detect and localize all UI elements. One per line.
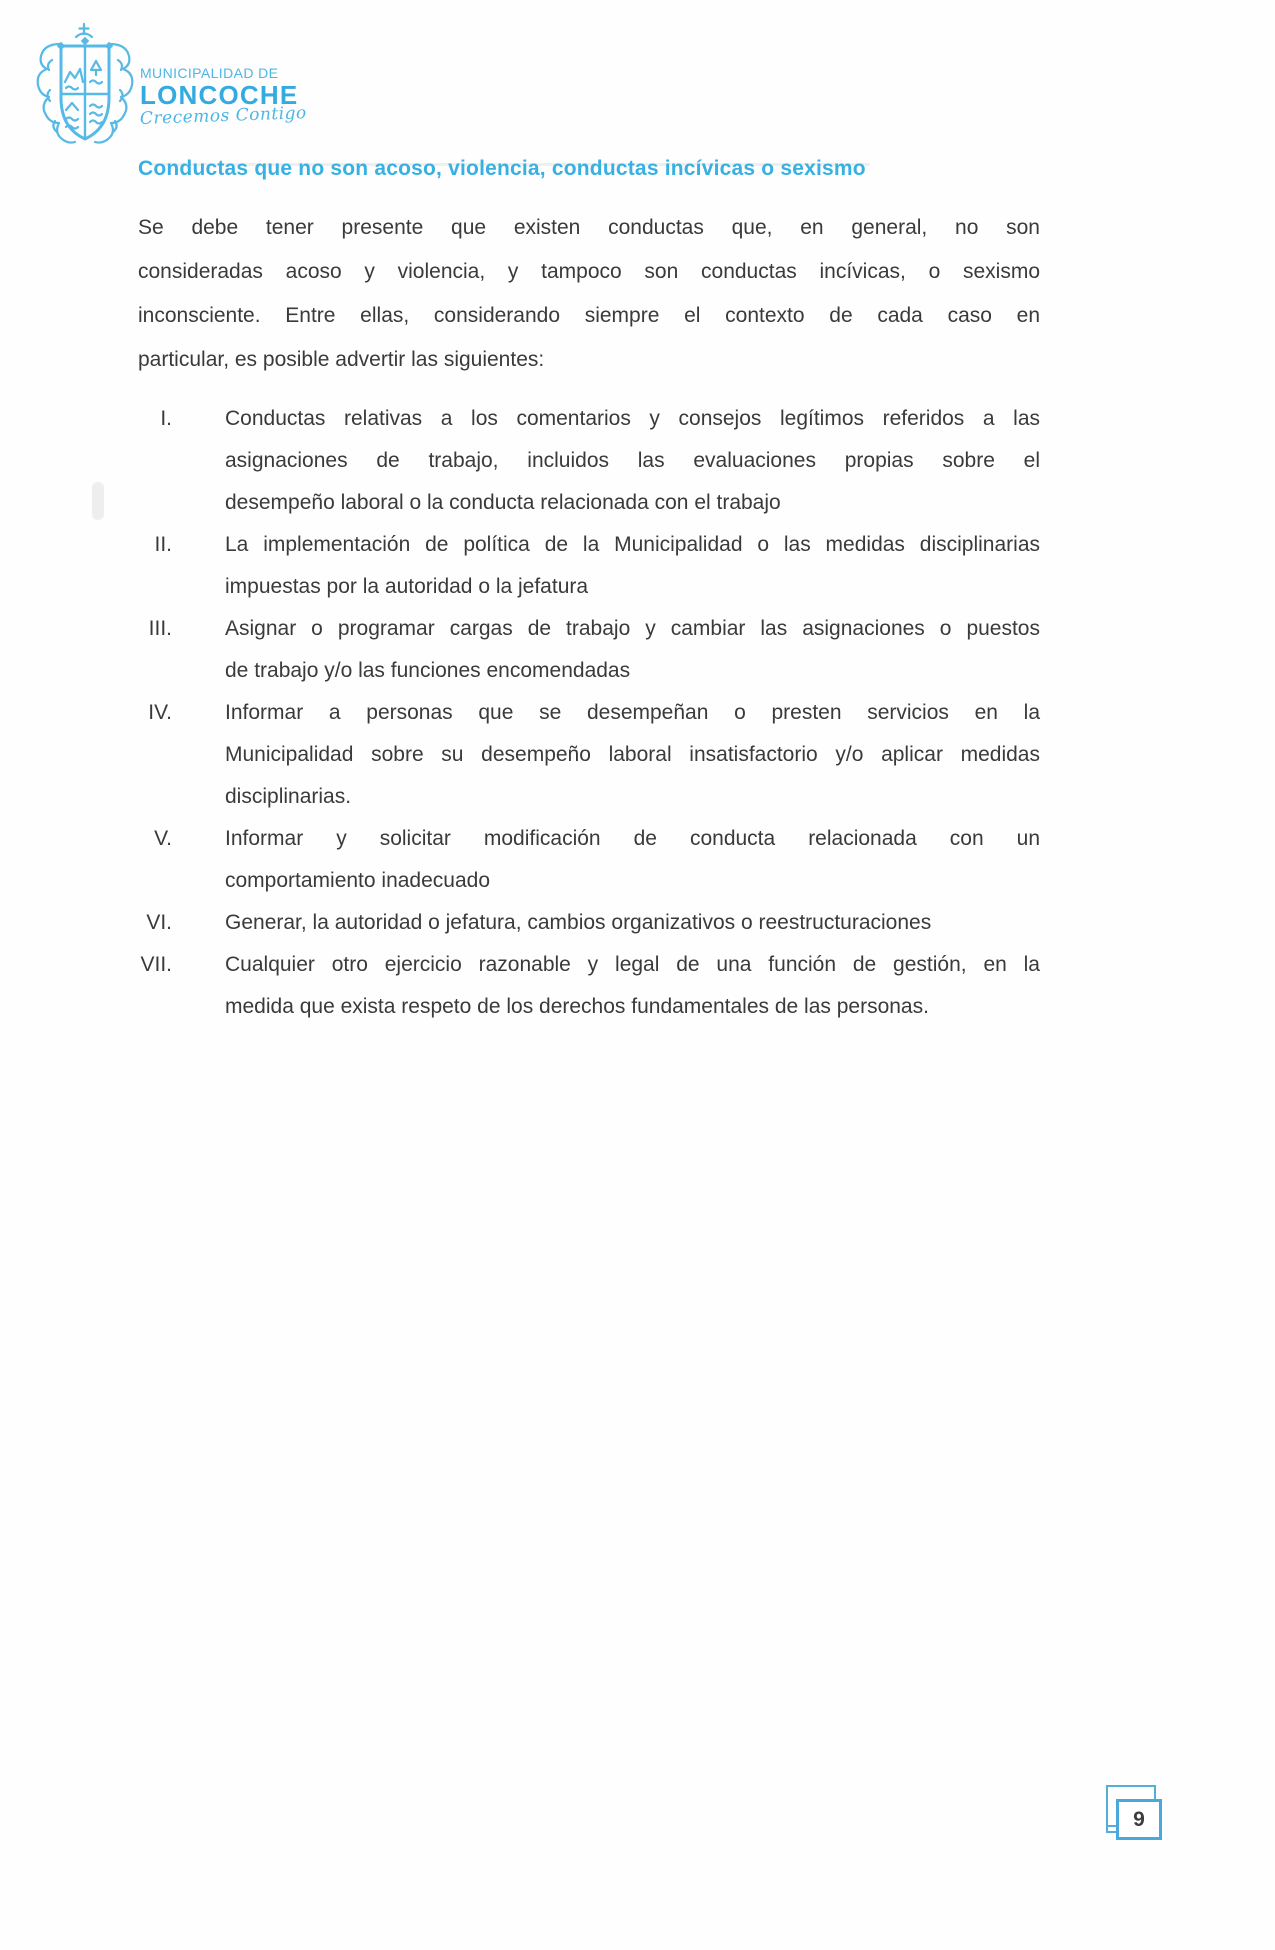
- conduct-list: [138, 398, 1040, 1028]
- text-line: medida que exista respeto de los derechos fundamentales de las personas.: [225, 995, 929, 1018]
- logo-org-name-line2: LONCOCHE: [140, 80, 299, 110]
- list-item-numeral: V.: [154, 827, 172, 850]
- list-item: [138, 398, 1040, 524]
- text-line: asignaciones de trabajo, incluidos las evaluaciones propias sobre el: [225, 449, 1040, 472]
- logo-slogan: Crecemos Contigo: [139, 103, 308, 129]
- list-item: [138, 608, 1040, 692]
- text-line: Municipalidad sobre su desempeño laboral insatisfactorio y/o aplicar medidas: [225, 743, 1040, 766]
- list-item: [138, 818, 1040, 902]
- text-line: Cualquier otro ejercicio razonable y legal de una función de gestión, en la: [225, 953, 1040, 976]
- section-heading: Conductas que no son acoso, violencia, conductas incívicas o sexismo: [138, 157, 866, 180]
- text-line: particular, es posible advertir las siguientes:: [138, 348, 545, 371]
- list-item-numeral: IV.: [148, 701, 172, 724]
- text-line: Informar a personas que se desempeñan o presten servicios en la: [225, 701, 1040, 724]
- text-line: La implementación de política de la Municipalidad o las medidas disciplinarias: [225, 533, 1040, 556]
- list-item: [138, 524, 1040, 608]
- list-item-numeral: II.: [154, 533, 172, 556]
- text-line: Asignar o programar cargas de trabajo y cambiar las asignaciones o puestos: [225, 617, 1040, 640]
- text-line: disciplinarias.: [225, 785, 352, 808]
- intro-paragraph: [138, 206, 1040, 382]
- text-line: Generar, la autoridad o jefatura, cambios organizativos o reestructuraciones: [225, 911, 932, 934]
- list-item-numeral: I.: [160, 407, 172, 430]
- coat-of-arms-icon: [28, 18, 142, 152]
- list-item-numeral: VII.: [140, 953, 172, 976]
- page-number-badge: [1100, 1782, 1170, 1848]
- list-item-numeral: III.: [148, 617, 172, 640]
- text-line: Informar y solicitar modificación de conducta relacionada con un: [225, 827, 1040, 850]
- text-line: comportamiento inadecuado: [225, 869, 491, 892]
- list-item: [138, 692, 1040, 818]
- municipality-logo: [28, 12, 328, 162]
- list-item: [138, 902, 1040, 944]
- text-line: de trabajo y/o las funciones encomendadas: [225, 659, 631, 682]
- list-item: [138, 944, 1040, 1028]
- page-number: 9: [1116, 1799, 1162, 1840]
- text-line: Conductas relativas a los comentarios y consejos legítimos referidos a las: [225, 407, 1040, 430]
- text-line: Se debe tener presente que existen conductas que, en general, no son: [138, 216, 1040, 239]
- text-line: desempeño laboral o la conducta relacionada con el trabajo: [225, 491, 781, 514]
- text-line: consideradas acoso y violencia, y tampoco son conductas incívicas, o sexismo: [138, 260, 1040, 283]
- list-item-numeral: VI.: [146, 911, 172, 934]
- text-line: inconsciente. Entre ellas, considerando siempre el contexto de cada caso en: [138, 304, 1040, 327]
- logo-org-name-line1: MUNICIPALIDAD DE: [140, 65, 279, 81]
- text-line: impuestas por la autoridad o la jefatura: [225, 575, 589, 598]
- scan-smudge-artifact: [92, 482, 104, 520]
